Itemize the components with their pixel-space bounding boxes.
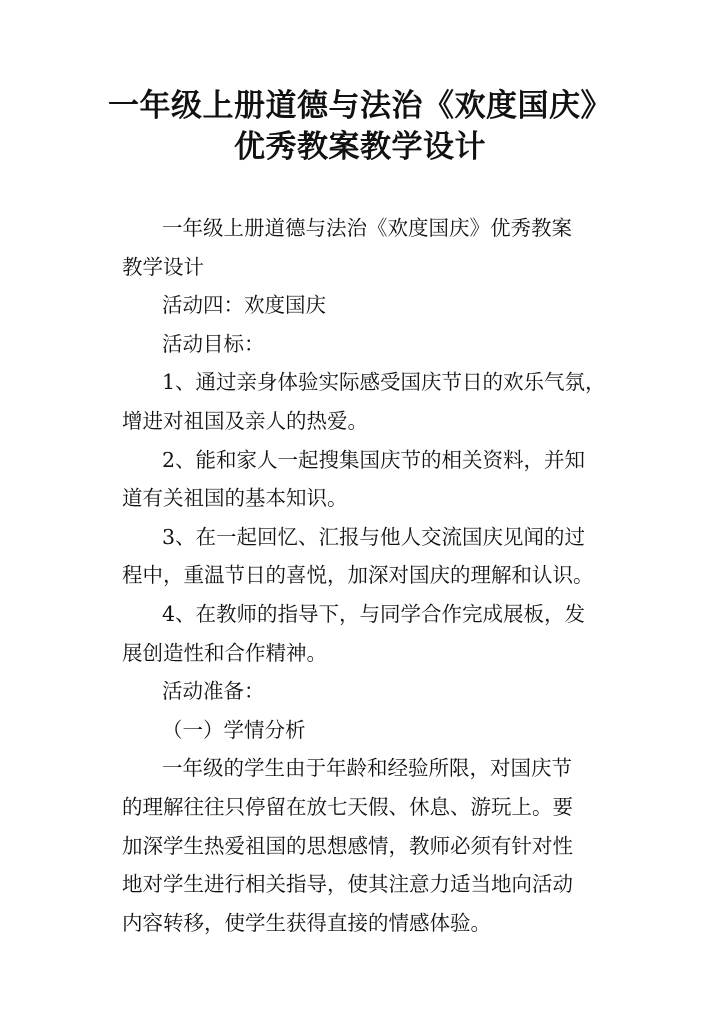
paragraph-line: 活动准备：	[162, 679, 265, 704]
paragraph-line: 增进对祖国及亲人的热爱。	[122, 408, 368, 433]
paragraph-line: 一年级上册道德与法治《欢度国庆》优秀教案	[162, 216, 572, 240]
paragraph-line: 的理解往往只停留在放七天假、休息、游玩上。要	[122, 794, 573, 819]
paragraph-line: 加深学生热爱祖国的思想感情，教师必须有针对性	[122, 833, 573, 858]
paragraph-line: 道有关祖国的基本知识。	[122, 486, 348, 511]
document-title-line-1: 一年级上册道德与法治《欢度国庆》	[108, 88, 612, 124]
paragraph-line: 教学设计	[122, 254, 204, 279]
paragraph-line: 内容转移，使学生获得直接的情感体验。	[122, 910, 491, 935]
paragraph-line: 展创造性和合作精神。	[122, 640, 327, 665]
paragraph-line: 程中，重温节日的喜悦，加深对国庆的理解和认识。	[122, 563, 594, 588]
paragraph-line: （一）学情分析	[162, 717, 306, 742]
paragraph-line: 2、能和家人一起搜集国庆节的相关资料，并知	[162, 447, 586, 472]
paragraph-line: 活动目标：	[162, 331, 265, 356]
paragraph-line: 地对学生进行相关指导，使其注意力适当地向活动	[122, 872, 573, 897]
paragraph-line: 3、在一起回忆、汇报与他人交流国庆见闻的过	[162, 524, 586, 549]
paragraph-line: 1、通过亲身体验实际感受国庆节日的欢乐气氛，	[162, 370, 606, 395]
paragraph-line: 4、在教师的指导下，与同学合作完成展板，发	[162, 601, 586, 626]
document-title-line-2: 优秀教案教学设计	[234, 129, 486, 165]
document-body	[122, 209, 612, 942]
paragraph-line: 活动四：欢度国庆	[162, 293, 326, 318]
paragraph-line: 一年级的学生由于年龄和经验所限，对国庆节	[162, 756, 572, 781]
